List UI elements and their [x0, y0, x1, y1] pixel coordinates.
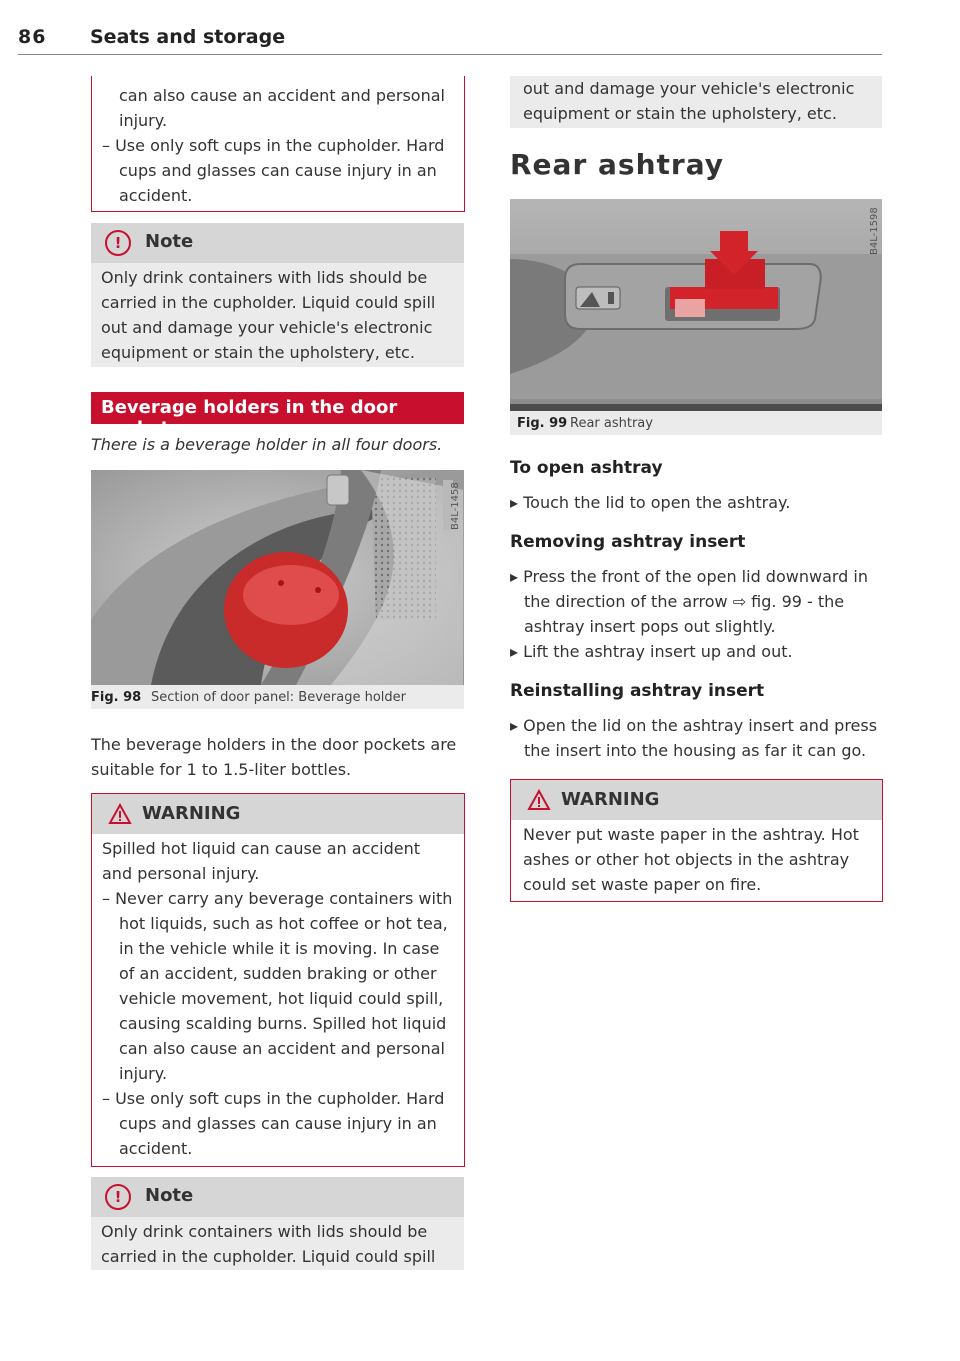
step-line: ▸ Open the lid on the ashtray insert and press — [510, 716, 878, 735]
chapter-title: Seats and storage — [90, 26, 286, 48]
warning-line: of an accident, sudden braking or other — [119, 964, 437, 983]
page-number: 86 — [18, 26, 47, 48]
warning-header — [92, 794, 464, 834]
warning-title: WARNING — [561, 789, 660, 810]
warning-line: injury. — [119, 111, 168, 130]
warning-line: and personal injury. — [102, 864, 260, 883]
note-box — [91, 1177, 464, 1270]
note-line: out and damage your vehicle's electronic — [101, 318, 433, 337]
note-title: Note — [145, 1185, 194, 1206]
figure-label: Fig. 98 — [91, 690, 142, 705]
body-line: The beverage holders in the door pockets are — [91, 735, 457, 754]
page-header — [18, 24, 882, 55]
section-title: Beverage holders in the door pockets — [101, 397, 398, 439]
subheading-remove: Removing ashtray insert — [510, 532, 746, 552]
warning-triangle-icon — [108, 803, 132, 825]
note-line: Only drink containers with lids should be — [101, 268, 428, 287]
warning-line: – Use only soft cups in the cupholder. Hard — [102, 136, 445, 155]
warning-line: accident. — [119, 1139, 193, 1158]
warning-line: could set waste paper on fire. — [523, 875, 762, 894]
warning-line: ashes or other hot objects in the ashtray — [523, 850, 850, 869]
figure-code: B4L-1598 — [869, 207, 880, 255]
note-continuation-box — [510, 76, 882, 128]
door-panel-illustration — [91, 470, 464, 685]
step-line: ashtray insert pops out slightly. — [524, 617, 776, 636]
step-line: ▸ Press the front of the open lid downward in — [510, 567, 868, 586]
rear-ashtray-illustration — [510, 199, 882, 411]
warning-continuation-box — [91, 76, 465, 212]
note-header — [91, 1177, 464, 1217]
step-line: ▸ Touch the lid to open the ashtray. — [510, 493, 791, 512]
subheading-open: To open ashtray — [510, 458, 663, 478]
warning-line: cups and glasses can cause injury in an — [119, 1114, 437, 1133]
figure-99-rear-ashtray — [510, 199, 882, 411]
subheading-reinstall: Reinstalling ashtray insert — [510, 681, 765, 701]
warning-line: can also cause an accident and personal — [119, 86, 445, 105]
warning-line: injury. — [119, 1064, 168, 1083]
warning-box — [91, 793, 465, 1167]
note-header — [91, 223, 464, 263]
section-title-bar — [91, 392, 464, 439]
figure-99-caption — [510, 411, 882, 435]
step-line: ▸ Lift the ashtray insert up and out. — [510, 642, 793, 661]
step-line: the insert into the housing as far it can go. — [524, 741, 867, 760]
warning-line: Spilled hot liquid can cause an accident — [102, 839, 421, 858]
note-title: Note — [145, 231, 194, 252]
note-line: equipment or stain the upholstery, etc. — [101, 343, 415, 362]
warning-line: hot liquids, such as hot coffee or hot tea, — [119, 914, 448, 933]
figure-label: Fig. 99 — [517, 416, 568, 431]
note-line: equipment or stain the upholstery, etc. — [523, 104, 837, 123]
warning-line: Never put waste paper in the ashtray. Hot — [523, 825, 859, 844]
warning-line: causing scalding burns. Spilled hot liquid — [119, 1014, 447, 1033]
section-heading: Rear ashtray — [510, 148, 724, 181]
warning-line: accident. — [119, 186, 193, 205]
figure-caption-text: Section of door panel: Beverage holder — [151, 690, 407, 705]
figure-caption-text: Rear ashtray — [570, 416, 653, 431]
note-line: Only drink containers with lids should be — [101, 1222, 428, 1241]
note-line: carried in the cupholder. Liquid could spill — [101, 293, 436, 312]
section-intro: There is a beverage holder in all four doors. — [91, 435, 443, 454]
warning-header — [511, 780, 882, 820]
warning-line: – Use only soft cups in the cupholder. Hard — [102, 1089, 445, 1108]
warning-triangle-icon — [527, 789, 551, 811]
body-line: suitable for 1 to 1.5-liter bottles. — [91, 760, 352, 779]
note-box — [91, 223, 464, 367]
warning-line: cups and glasses can cause injury in an — [119, 161, 437, 180]
step-line: the direction of the arrow ⇨ fig. 99 - the — [524, 592, 845, 611]
warning-title: WARNING — [142, 803, 241, 824]
info-circle-icon: ! — [105, 230, 131, 256]
info-circle-icon: ! — [105, 1184, 131, 1210]
warning-line: can also cause an accident and personal — [119, 1039, 445, 1058]
note-line: out and damage your vehicle's electronic — [523, 79, 855, 98]
warning-line: vehicle movement, hot liquid could spill, — [119, 989, 444, 1008]
figure-98-door-panel — [91, 470, 464, 685]
figure-98-caption — [91, 685, 464, 709]
figure-code: B4L-1458 — [450, 482, 461, 530]
warning-line: in the vehicle while it is moving. In case — [119, 939, 440, 958]
warning-box — [510, 779, 883, 902]
warning-line: – Never carry any beverage containers with — [102, 889, 453, 908]
note-line: carried in the cupholder. Liquid could spill — [101, 1247, 436, 1266]
